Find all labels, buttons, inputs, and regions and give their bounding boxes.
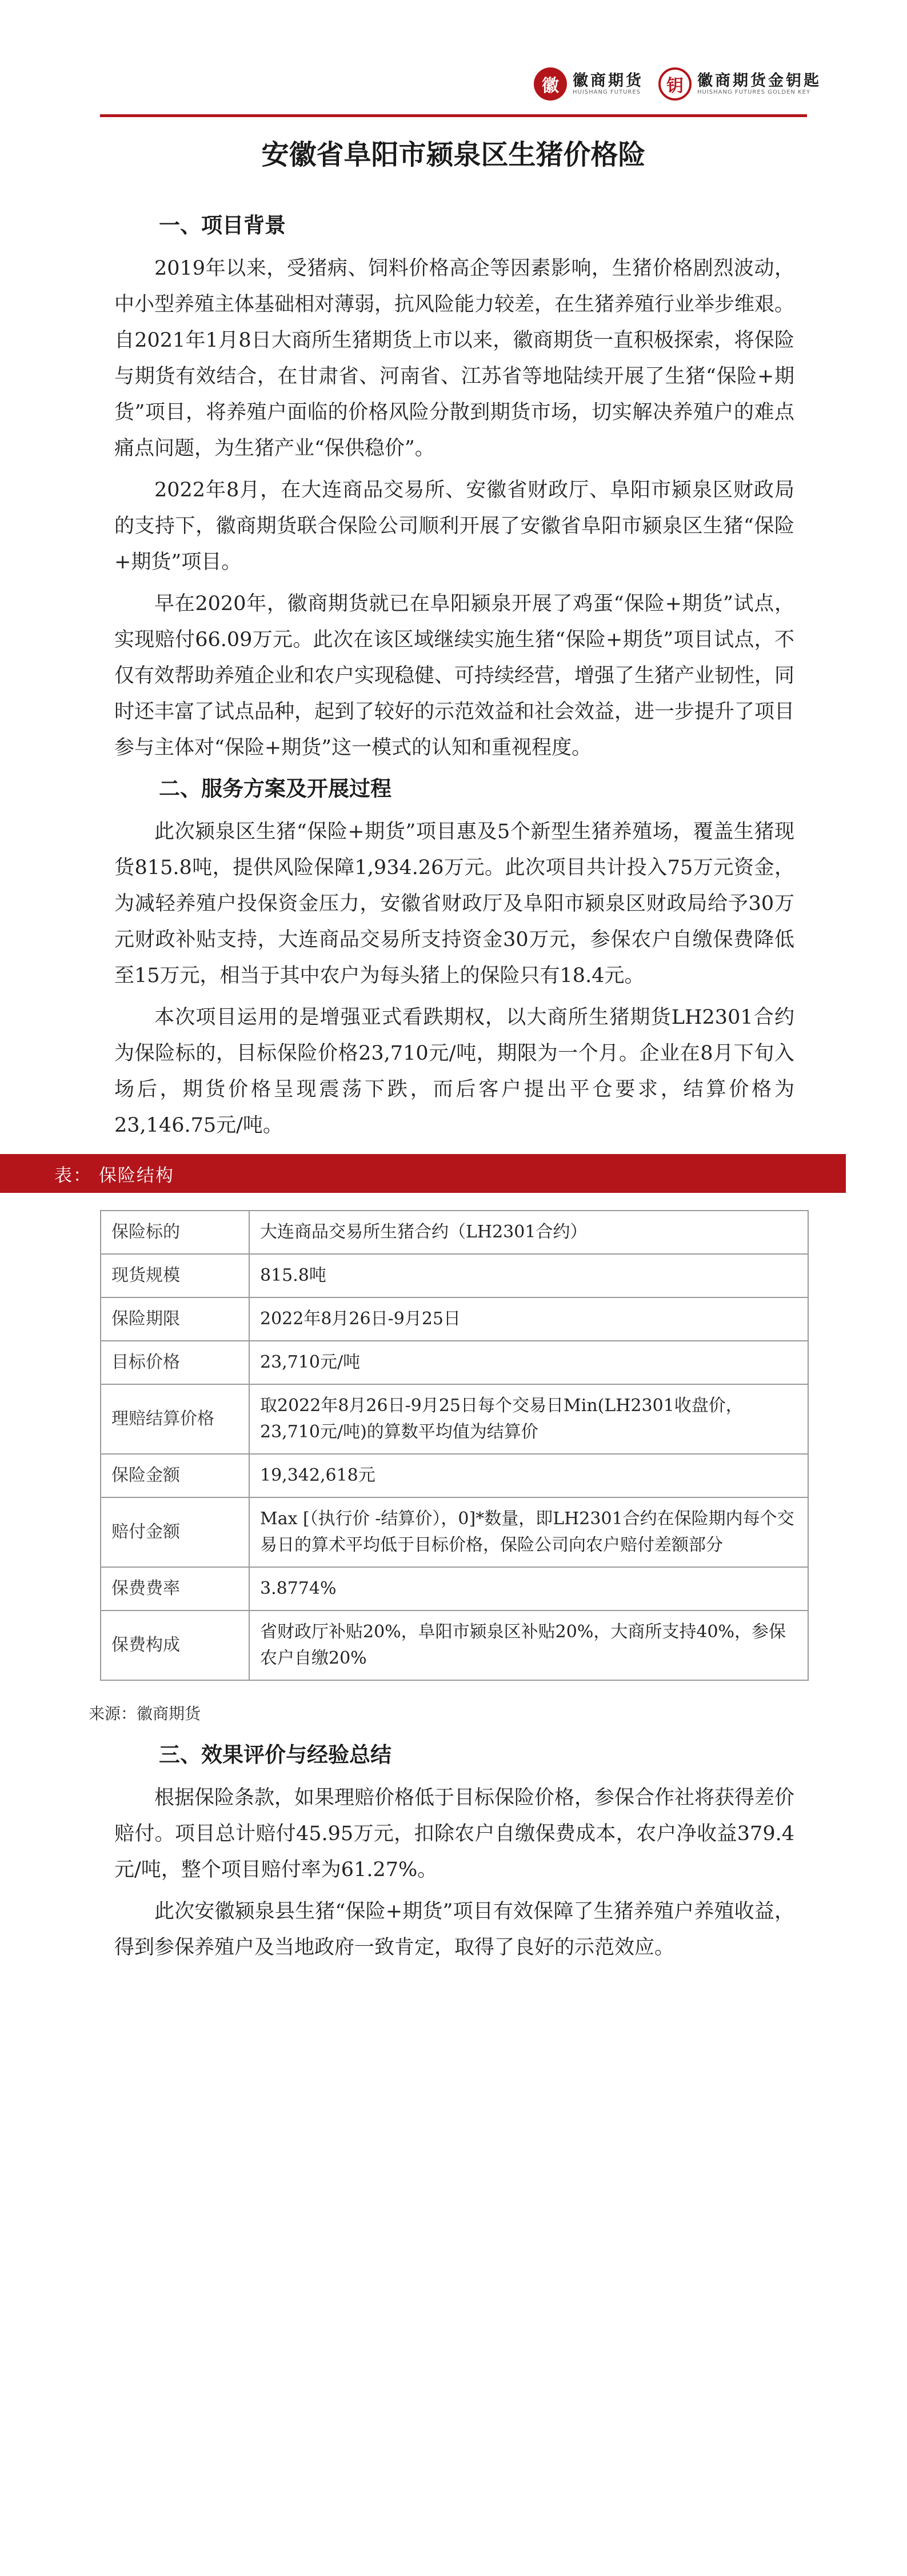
table-row — [101, 1610, 808, 1680]
section-heading-background: 一、项目背景 — [159, 213, 286, 238]
logo2-name-en: HUISHANG FUTURES GOLDEN KEY — [697, 89, 811, 96]
paragraph: 根据保险条款，如果理赔价格低于目标保险价格，参保合作社将获得差价赔付。项目总计赔付45.95万元，扣除农户自缴保费成本，农户净收益379.4元/吨，整个项目赔付率为61.27%。 — [114, 1786, 795, 1881]
huishang-futures-logo — [534, 67, 644, 101]
row-label: 理赔结算价格 — [101, 1384, 249, 1454]
row-value: 23,710元/吨 — [249, 1341, 808, 1384]
table-source: 来源：徽商期货 — [89, 1704, 201, 1723]
row-value: 19,342,618元 — [249, 1454, 808, 1497]
table-row — [101, 1567, 808, 1610]
logo-name-en: HUISHANG FUTURES — [573, 89, 641, 96]
row-label: 赔付金额 — [101, 1497, 249, 1567]
row-value: 2022年8月26日-9月25日 — [249, 1297, 808, 1341]
paragraph: 2019年以来，受猪病、饲料价格高企等因素影响，生猪价格剧烈波动，中小型养殖主体基础相对薄弱，抗风险能力较差，在生猪养殖行业举步维艰。自2021年1月8日大商所生猪期货上市以来，徽商期货一直积极探索，将保险与期货有效结合，在甘肃省、河南省、江苏省等地陆续开展了生猪“保险+期货”项目，将养殖户面临的价格风险分散到期货市场，切实解决养殖户的难点痛点问题，为生猪产业“保供稳价”。 — [114, 257, 795, 460]
row-label: 目标价格 — [101, 1341, 249, 1384]
row-value: 815.8吨 — [249, 1254, 808, 1297]
paragraph: 本次项目运用的是增强亚式看跌期权，以大商所生猪期货LH2301合约为保险标的，目标保险价格23,710元/吨，期限为一个月。企业在8月下旬入场后，期货价格呈现震荡下跌，而后客户提出平仓要求，结算价格为23,146.75元/吨。 — [114, 1006, 794, 1137]
article-body — [54, 209, 795, 1972]
table-caption: 表： 保险结构 — [54, 1165, 174, 1186]
header-logos — [534, 67, 821, 101]
page-title: 安徽省阜阳市颍泉区生猪价格险 — [261, 139, 646, 171]
section-heading-evaluation: 三、效果评价与经验总结 — [159, 1742, 391, 1767]
row-value: 大连商品交易所生猪合约（LH2301合约） — [249, 1211, 808, 1254]
header-divider — [100, 114, 807, 117]
paragraph: 2022年8月，在大连商品交易所、安徽省财政厅、阜阳市颍泉区财政局的支持下，徽商期货联合保险公司顺利开展了安徽省阜阳市颍泉区生猪“保险+期货”项目。 — [114, 479, 794, 574]
table-row — [101, 1454, 808, 1497]
row-value: 3.8774% — [249, 1567, 808, 1610]
table-caption-banner — [0, 1154, 846, 1193]
row-label: 保费构成 — [101, 1610, 249, 1680]
table-row — [101, 1297, 808, 1341]
row-label: 保险期限 — [101, 1297, 249, 1341]
golden-key-logo — [658, 67, 821, 101]
table-row — [101, 1254, 808, 1297]
row-value: Max [（执行价 -结算价），0]*数量，即LH2301合约在保险期内每个交易日的算术平均低于目标价格，保险公司向农户赔付差额部分 — [249, 1497, 808, 1567]
section-heading-service: 二、服务方案及开展过程 — [159, 776, 391, 801]
huishang-seal-icon: 徽 — [534, 67, 567, 101]
row-value: 取2022年8月26日-9月25日每个交易日Min(LH2301收盘价，23,710元/吨)的算数平均值为结算价 — [249, 1384, 808, 1454]
row-label: 保费费率 — [101, 1567, 249, 1610]
table-row — [101, 1341, 808, 1384]
insurance-structure-table — [100, 1210, 809, 1681]
row-label: 现货规模 — [101, 1254, 249, 1297]
logo-name-cn: 徽商期货 — [573, 71, 644, 90]
paragraph: 此次颍泉区生猪“保险+期货”项目惠及5个新型生猪养殖场，覆盖生猪现货815.8吨，提供风险保障1,934.26万元。此次项目共计投入75万元资金，为减轻养殖户投保资金压力，安徽省财政厅及阜阳市颍泉区财政局给予30万元财政补贴支持，大连商品交易所支持资金30万元，参保农户自缴保费降低至15万元，相当于其中农户为每头猪上的保险只有18.4元。 — [114, 820, 794, 987]
table-row — [101, 1384, 808, 1454]
row-label: 保险金额 — [101, 1454, 249, 1497]
logo2-name-cn: 徽商期货金钥匙 — [697, 71, 821, 90]
table-row — [101, 1211, 808, 1254]
table-row — [101, 1497, 808, 1567]
row-value: 省财政厅补贴20%，阜阳市颍泉区补贴20%，大商所支持40%，参保农户自缴20% — [249, 1610, 808, 1680]
paragraph: 此次安徽颍泉县生猪“保险+期货”项目有效保障了生猪养殖户养殖收益，得到参保养殖户及当地政府一致肯定，取得了良好的示范效应。 — [114, 1900, 794, 1959]
row-label: 保险标的 — [101, 1211, 249, 1254]
paragraph: 早在2020年，徽商期货就已在阜阳颍泉开展了鸡蛋“保险+期货”试点，实现赔付66.09万元。此次在该区域继续实施生猪“保险+期货”项目试点，不仅有效帮助养殖企业和农户实现稳健、可持续经营，增强了生猪产业韧性，同时还丰富了试点品种，起到了较好的示范效益和社会效益，进一步提升了项目参与主体对“保险+期货”这一模式的认知和重视程度。 — [114, 592, 795, 759]
golden-key-icon: 钥 — [658, 67, 692, 101]
